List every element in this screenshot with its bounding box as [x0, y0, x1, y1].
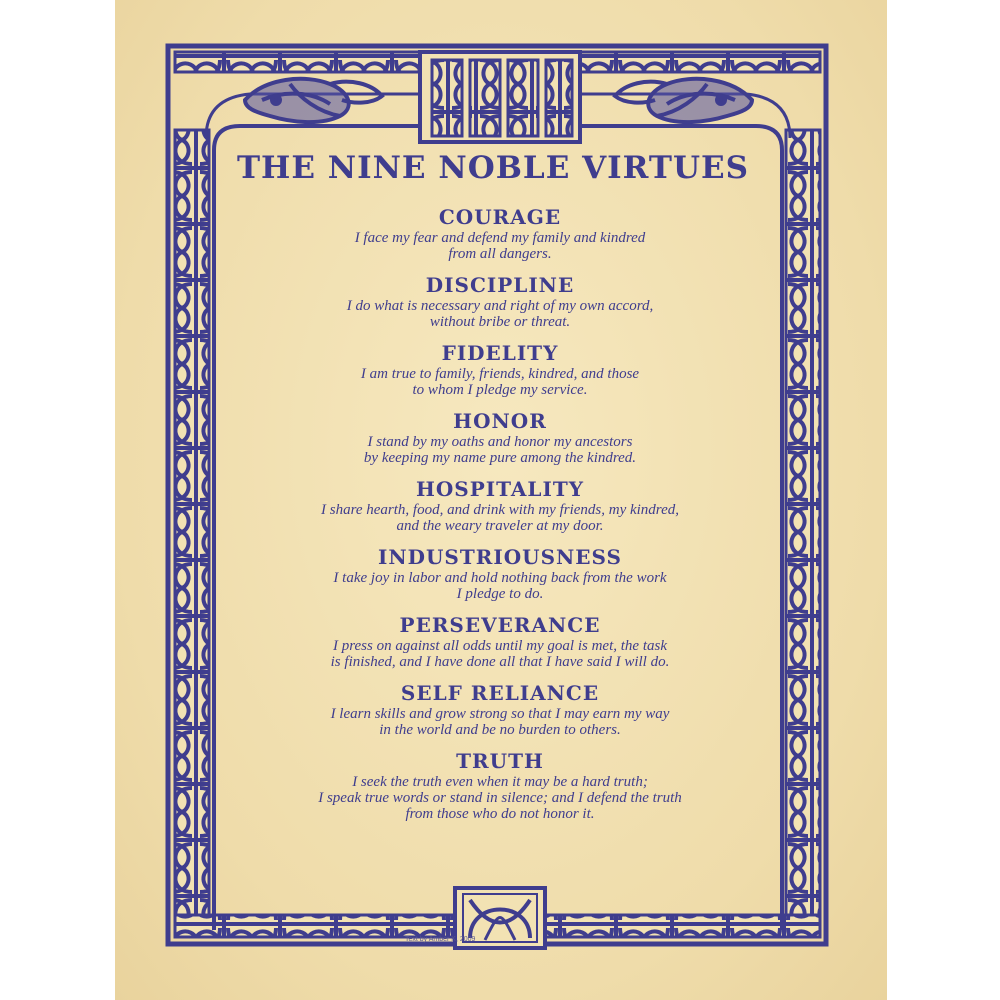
- virtue-self-reliance: [215, 680, 785, 738]
- virtue-description: I take joy in labor and hold nothing back from the work I pledge to do.: [333, 570, 667, 602]
- virtue-honor: [215, 408, 785, 466]
- virtue-heading: SELF RELIANCE: [400, 681, 600, 705]
- virtue-heading: TRUTH: [456, 749, 544, 773]
- virtue-description: I stand by my oaths and honor my ancestors by keeping my name pure among the kindred.: [363, 434, 637, 466]
- credit-line: Text by Amber K, 2009: [405, 936, 476, 943]
- celtic-beast-right-icon: [615, 79, 752, 122]
- virtues-list: [215, 204, 785, 832]
- virtue-description: I seek the truth even when it may be a hard truth; I speak true words or stand in silence; and I defend the truth from those who do not honor it.: [318, 774, 682, 822]
- virtue-description: I press on against all odds until my goal is met, the task is finished, and I have done all that I have said I will do.: [330, 638, 670, 670]
- virtue-heading: HONOR: [453, 409, 547, 433]
- virtue-hospitality: [215, 476, 785, 534]
- page-title: THE NINE NOBLE VIRTUES: [236, 150, 750, 186]
- virtue-heading: FIDELITY: [441, 341, 559, 365]
- virtue-courage: [215, 204, 785, 262]
- virtue-truth: [215, 748, 785, 822]
- virtue-industriousness: [215, 544, 785, 602]
- virtue-description: I am true to family, friends, kindred, and those to whom I pledge my service.: [360, 366, 640, 398]
- virtue-description: I share hearth, food, and drink with my friends, my kindred, and the weary traveler at my door.: [320, 502, 679, 534]
- virtue-heading: DISCIPLINE: [425, 273, 575, 297]
- virtue-description: I face my fear and defend my family and kindred from all dangers.: [354, 230, 646, 262]
- virtue-perseverance: [215, 612, 785, 670]
- virtue-discipline: [215, 272, 785, 330]
- virtue-heading: INDUSTRIOUSNESS: [377, 545, 622, 569]
- virtue-fidelity: [215, 340, 785, 398]
- virtue-description: I learn skills and grow strong so that I may earn my way in the world and be no burden to others.: [330, 706, 670, 738]
- celtic-knot-panel-icon: [420, 52, 580, 142]
- virtue-description: I do what is necessary and right of my own accord, without bribe or threat.: [346, 298, 654, 330]
- virtue-heading: COURAGE: [438, 205, 562, 229]
- celtic-beast-left-icon: [245, 79, 382, 122]
- virtue-heading: PERSEVERANCE: [399, 613, 601, 637]
- virtue-heading: HOSPITALITY: [415, 477, 585, 501]
